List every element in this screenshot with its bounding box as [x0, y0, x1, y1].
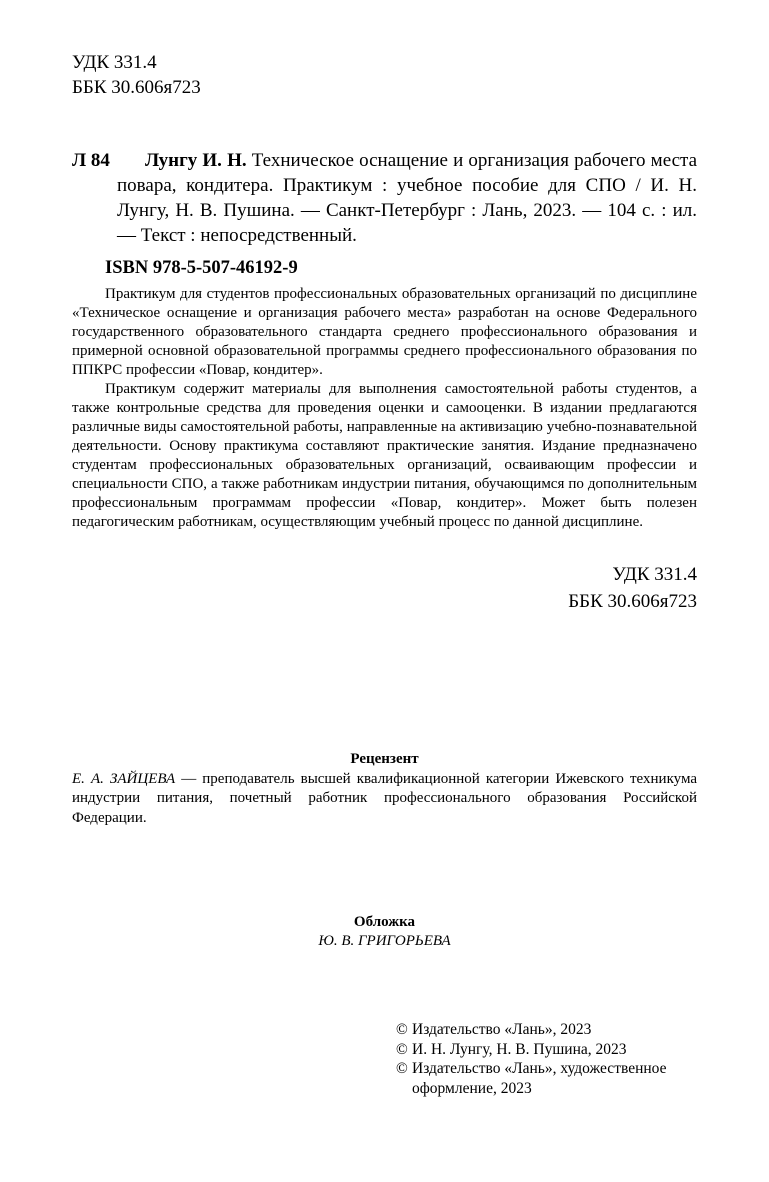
bbk-code: ББК 30.606я723 — [72, 77, 201, 98]
reviewer-section — [72, 750, 697, 828]
copyright-icon: © — [396, 1060, 408, 1077]
copyright-section — [396, 1020, 696, 1098]
udk-header — [72, 50, 201, 100]
annotation — [72, 285, 697, 532]
reviewer-description: — преподаватель высшей квалификационной категории Ижевского техникума индустрии питания, почетный работник профессионального образования Российской Федерации. — [72, 770, 697, 826]
copyright-text: И. Н. Лунгу, Н. В. Пушина, 2023 — [412, 1040, 627, 1058]
bbk-code: ББК 30.606я723 — [568, 591, 697, 612]
copyright-text-continuation: оформление, 2023 — [412, 1079, 532, 1097]
author-name: Лунгу И. Н. — [145, 150, 247, 171]
reviewer-name: Е. А. ЗАЙЦЕВА — [72, 770, 176, 787]
annotation-paragraph: Практикум содержит материалы для выполнения самостоятельной работы студентов, а также контрольные средства для проведения оценки и самооценки. В издании предлагаются различные виды самостоятельной работы, направленные на активизацию учебно-познавательной деятельности. Основу практикума составляют практические занятия. Издание предназначено студентам профессиональных образовательных организаций, осваивающим профессии и специальности СПО, а также работникам индустрии питания, обучающимся по дополнительным профессиональным программам профессии «Повар, кондитер». Может быть полезен педагогическим работникам, осуществляющим учебный процесс по данной дисциплине. — [72, 381, 697, 530]
book-description: Техническое оснащение и организация рабочего места повара, кондитера. Практикум : учебное пособие для СПО / И. Н. Лунгу, Н. В. Пушина. — Санкт-Петербург : Лань, 2023. — 104 с. : ил. — Текст : непосредственный. — [117, 150, 698, 246]
cover-section — [72, 913, 697, 951]
reviewer-heading: Рецензент — [350, 751, 419, 767]
bibliographic-record — [72, 148, 697, 248]
copyright-line — [396, 1059, 696, 1079]
copyright-icon: © — [396, 1021, 408, 1038]
annotation-paragraph: Практикум для студентов профессиональных образовательных организаций по дисциплине «Техническое оснащение и организация рабочего места» разработан на основе Федерального государственного образовательного стандарта среднего профессионального образования и примерной основной образовательной программы среднего профессионального образования по ППКРС профессии «Повар, кондитер». — [72, 286, 697, 378]
author-code: Л 84 — [72, 150, 110, 171]
copyright-text: Издательство «Лань», художественное — [412, 1060, 667, 1077]
bibliographic-description — [117, 148, 697, 248]
cover-heading: Обложка — [353, 914, 416, 930]
copyright-line — [396, 1020, 696, 1040]
udk-code: УДК 331.4 — [72, 52, 157, 73]
copyright-line — [396, 1040, 696, 1060]
isbn: ISBN 978-5-507-46192-9 — [105, 258, 298, 278]
cover-designer: Ю. В. ГРИГОРЬЕВА — [318, 933, 451, 949]
copyright-text: Издательство «Лань», 2023 — [412, 1021, 592, 1038]
udk-code: УДК 331.4 — [612, 564, 697, 585]
copyright-icon: © — [396, 1040, 408, 1058]
udk-footer — [72, 561, 697, 615]
reviewer-text — [72, 770, 697, 829]
